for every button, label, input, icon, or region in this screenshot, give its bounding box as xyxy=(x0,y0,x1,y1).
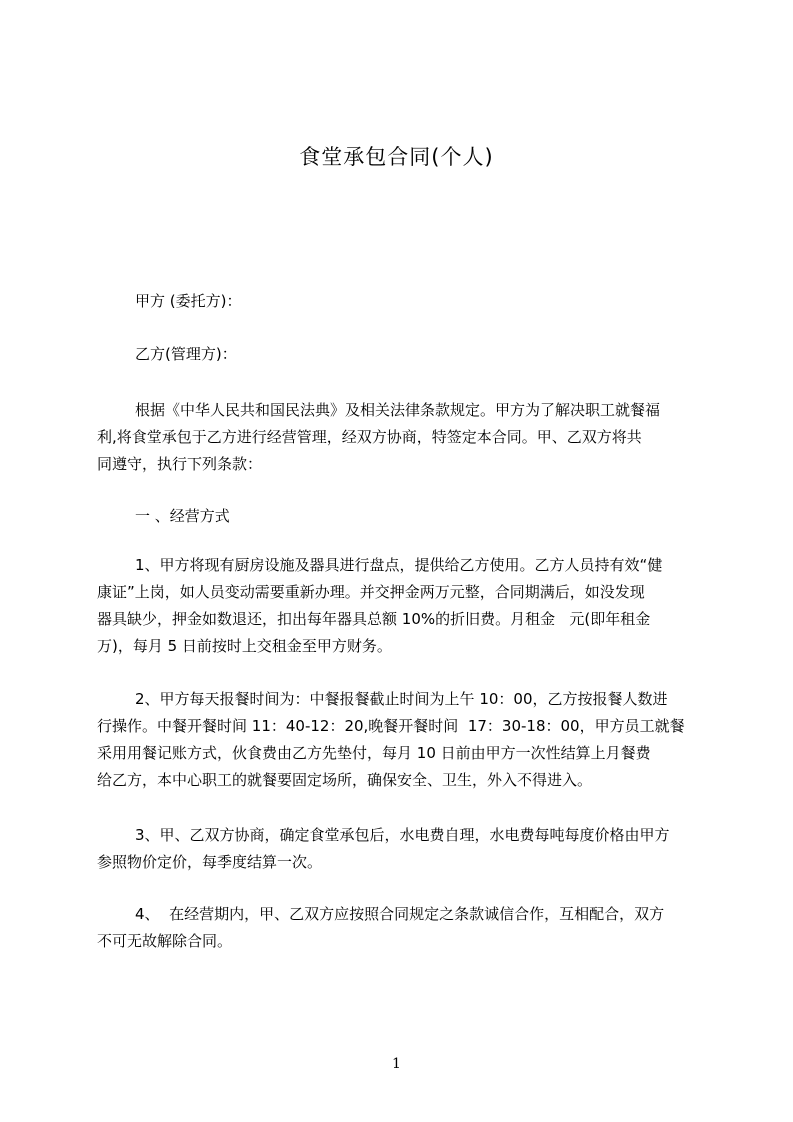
intro-line: 根据《中华人民共和国民法典》及相关法律条款规定。甲方为了解决职工就餐福 xyxy=(135,401,661,419)
clause-line: 行操作。中餐开餐时间 11：40-12：20,晚餐开餐时间 17：30-18：00，甲方员工就餐 xyxy=(97,717,685,735)
section-heading-text: 一 、经营方式 xyxy=(135,507,230,525)
clause-3 xyxy=(97,822,711,876)
clause-line: 1、甲方将现有厨房设施及器具进行盘点，提供给乙方使用。乙方人员持有效“健 xyxy=(135,556,663,574)
clause-line: 给乙方，本中心职工的就餐要固定场所，确保安全、卫生，外入不得进入。 xyxy=(97,771,593,789)
clause-line: 康证”上岗，如人员变动需要重新办理。并交押金两万元整，合同期满后，如没发现 xyxy=(97,583,645,601)
party-b-text: 乙方(管理方)： xyxy=(135,345,237,363)
clause-line: 不可无故解除合同。 xyxy=(97,932,233,950)
clause-line: 参照物价定价，每季度结算一次。 xyxy=(97,853,323,871)
section-heading-1 xyxy=(97,503,711,530)
document-title: 食堂承包合同(个人) xyxy=(299,145,494,169)
party-b-line xyxy=(97,341,711,368)
clause-line: 2、甲方每天报餐时间为：中餐报餐截止时间为上午 10：00，乙方按报餐人数进 xyxy=(135,690,668,708)
clause-line: 4、 在经营期内，甲、乙双方应按照合同规定之条款诚信合作，互相配合，双方 xyxy=(135,905,665,923)
intro-paragraph xyxy=(97,397,711,478)
clause-line: 器具缺少，押金如数退还，扣出每年器具总额 10%的折旧费。月租金 元(即年租金 xyxy=(97,610,651,628)
clause-line: 万)，每月 5 日前按时上交租金至甲方财务。 xyxy=(97,637,392,655)
clause-line: 3、甲、乙双方协商，确定食堂承包后，水电费自理，水电费每吨每度价格由甲方 xyxy=(135,826,670,844)
intro-line: 同遵守，执行下列条款： xyxy=(97,455,263,473)
party-a-line xyxy=(97,288,711,315)
clause-2 xyxy=(97,686,711,794)
intro-line: 利,将食堂承包于乙方进行经营管理，经双方协商，特签定本合同。甲、乙双方将共 xyxy=(97,428,642,446)
clause-line: 采用用餐记账方式，伙食费由乙方先垫付，每月 10 日前由甲方一次性结算上月餐费 xyxy=(97,744,651,762)
page-number: 1 xyxy=(392,1056,401,1072)
clause-1 xyxy=(97,552,711,660)
party-a-text: 甲方 (委托方)： xyxy=(135,292,242,310)
clause-4 xyxy=(97,901,711,955)
